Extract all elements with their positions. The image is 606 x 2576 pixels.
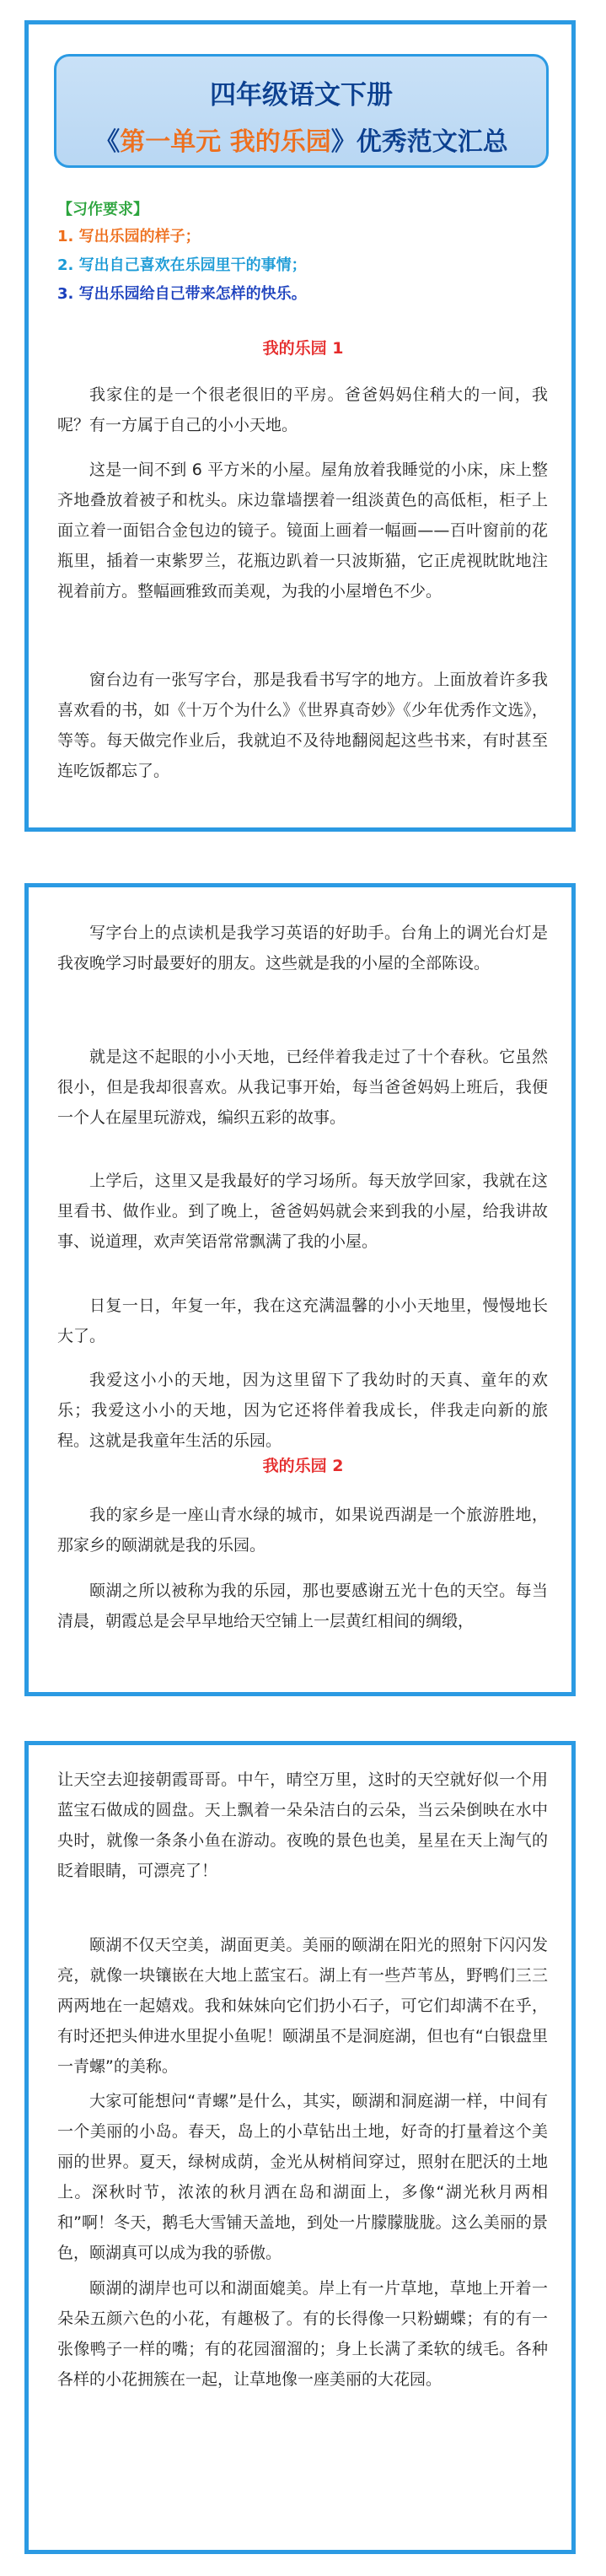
paragraph: 我的家乡是一座山青水绿的城市，如果说西湖是一个旅游胜地，那家乡的颐湖就是我的乐园。 xyxy=(57,1506,548,1555)
subtitle-open: 《 xyxy=(94,127,121,157)
paragraph: 写字台上的点读机是我学习英语的好助手。台角上的调光台灯是我夜晚学习时最要好的朋友。这些就是我的小屋的全部陈设。 xyxy=(57,924,548,973)
paragraph: 让天空去迎接朝霞哥哥。中午，晴空万里，这时的天空就好似一个用蓝宝石做成的圆盘。天上飘着一朵朵洁白的云朵，当云朵倒映在水中央时，就像一条条小鱼在游动。夜晚的景色也美，星星在天上淘气的眨着眼睛，可漂亮了！ xyxy=(57,1770,548,1880)
paragraph: 我家住的是一个很老很旧的平房。爸爸妈妈住稍大的一间，我呢？有一方属于自己的小小天地。 xyxy=(57,385,548,434)
subtitle-unit: 第一单元 我的乐园 xyxy=(120,127,331,157)
page-title: 四年级语文下册 xyxy=(210,80,393,110)
paragraph: 就是这不起眼的小小天地，已经伴着我走过了十个春秋。它虽然很小，但是我却很喜欢。从我记事开始，每当爸爸妈妈上班后，我便一个人在屋里玩游戏，编织五彩的故事。 xyxy=(57,1048,548,1127)
paragraph: 上学后，这里又是我最好的学习场所。每天放学回家，我就在这里看书、做作业。到了晚上，爸爸妈妈就会来到我的小屋，给我讲故事、说道理，欢声笑语常常飘满了我的小屋。 xyxy=(57,1172,548,1251)
paragraph: 这是一间不到 6 平方米的小屋。屋角放着我睡觉的小床，床上整齐地叠放着被子和枕头。床边靠墙摆着一组淡黄色的高低柜，柜子上面立着一面铝合金包边的镜子。镜面上画着一幅画——百叶窗前的花瓶里，插着一束紫罗兰，花瓶边趴着一只波斯猫，它正虎视眈眈地注视着前方。整幅画雅致而美观，为我的小屋增色不少。 xyxy=(57,461,548,601)
page-subtitle xyxy=(56,121,546,158)
paragraph: 大家可能想问“青螺”是什么，其实，颐湖和洞庭湖一样，中间有一个美丽的小岛。春天，岛上的小草钻出土地，好奇的打量着这个美丽的世界。夏天，绿树成荫，金光从树梢间穿过，照射在肥沃的土地上。深秋时节，浓浓的秋月洒在岛和湖面上，多像“湖光秋月两相和”啊！冬天，鹅毛大雪铺天盖地，到处一片朦朦胧胧。这么美丽的景色，颐湖真可以成为我的骄傲。 xyxy=(57,2092,548,2262)
requirement-item: 2. 写出自己喜欢在乐园里干的事情； xyxy=(57,256,307,274)
title-banner xyxy=(54,54,549,168)
essay-title-1: 我的乐园 1 xyxy=(262,339,344,358)
requirement-item: 3. 写出乐园给自己带来怎样的快乐。 xyxy=(57,285,307,303)
paragraph: 窗台边有一张写字台，那是我看书写字的地方。上面放着许多我喜欢看的书，如《十万个为什么》《世界真奇妙》《少年优秀作文选》，等等。每天做完作业后，我就迫不及待地翻阅起这些书来，有时甚至连吃饭都忘了。 xyxy=(57,671,548,780)
paragraph: 颐湖的湖岸也可以和湖面媲美。岸上有一片草地，草地上开着一朵朵五颜六色的小花，有趣极了。有的长得像一只粉蝴蝶；有的有一张像鸭子一样的嘴；有的花园溜溜的；身上长满了柔软的绒毛。各种各样的小花拥簇在一起，让草地像一座美丽的大花园。 xyxy=(57,2279,548,2389)
paragraph: 我爱这小小的天地，因为这里留下了我幼时的天真、童年的欢乐；我爱这小小的天地，因为它还将伴着我成长，伴我走向新的旅程。这就是我童年生活的乐园。 xyxy=(57,1371,548,1450)
requirements-heading: 【习作要求】 xyxy=(57,201,148,218)
content-panel-2 xyxy=(24,883,576,1696)
paragraph: 颐湖不仅天空美，湖面更美。美丽的颐湖在阳光的照射下闪闪发亮，就像一块镶嵌在大地上蓝宝石。湖上有一些芦苇丛，野鸭们三三两两地在一起嬉戏。我和妹妹向它们扔小石子，可它们却满不在乎，有时还把头伸进水里捉小鱼呢！颐湖虽不是洞庭湖，但也有“白银盘里一青螺”的美称。 xyxy=(57,1936,548,2076)
requirement-item: 1. 写出乐园的样子； xyxy=(57,228,201,245)
essay-title-2: 我的乐园 2 xyxy=(262,1457,344,1475)
paragraph: 日复一日，年复一年，我在这充满温馨的小小天地里，慢慢地长大了。 xyxy=(57,1296,548,1345)
paragraph: 颐湖之所以被称为我的乐园，那也要感谢五光十色的天空。每当清晨，朝霞总是会早早地给天空铺上一层黄红相间的绸缎， xyxy=(57,1582,548,1630)
subtitle-close: 》优秀范文汇总 xyxy=(330,127,508,157)
